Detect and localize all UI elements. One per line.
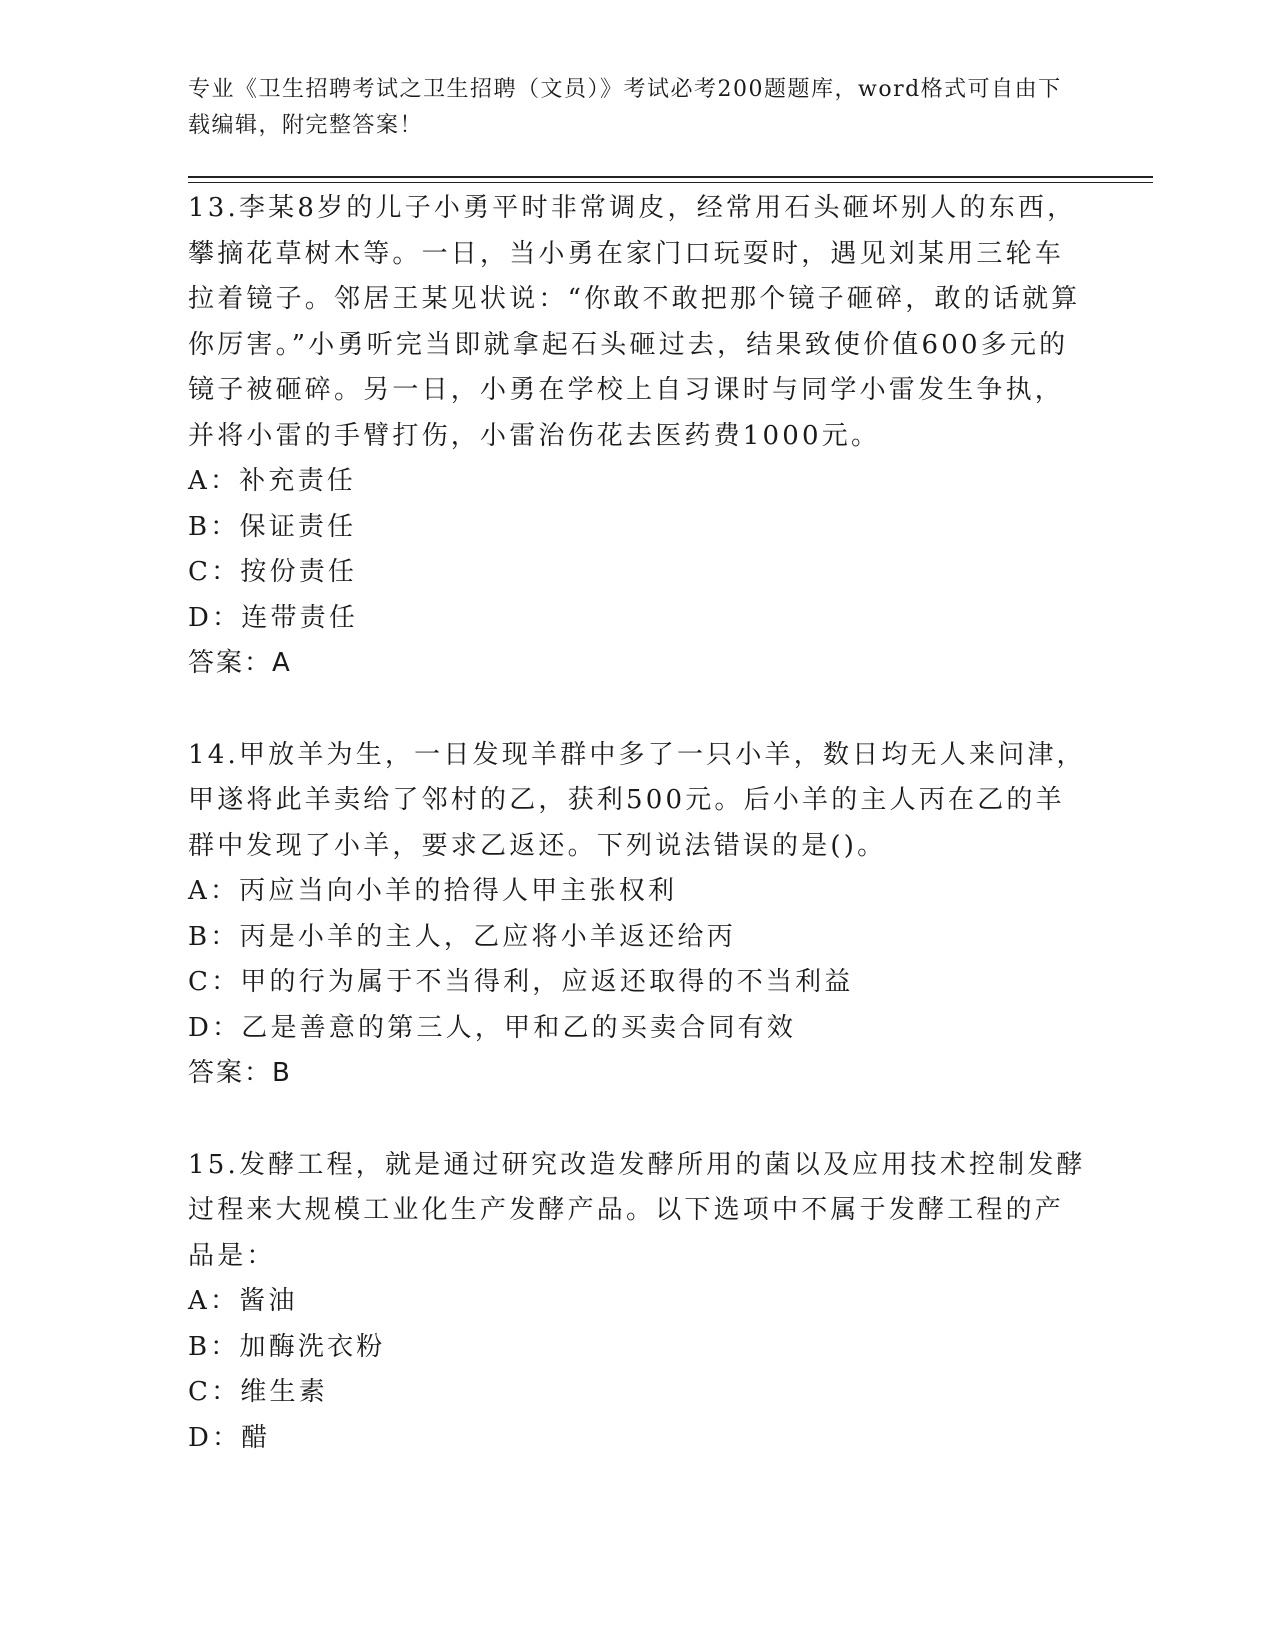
option-a: A：酱油	[188, 1286, 298, 1316]
option-b: B：丙是小羊的主人，乙应将小羊返还给丙	[188, 921, 736, 952]
option-d: D：连带责任	[188, 602, 359, 633]
question-list	[188, 186, 1088, 1461]
question-stem: 15.发酵工程，就是通过研究改造发酵所用的菌以及应用技术控制发酵过程来大规模工业化生产发酵产品。以下选项中不属于发酵工程的产品是：	[188, 1149, 1086, 1271]
question-stem: 13.李某8岁的儿子小勇平时非常调皮，经常用石头砸坏别人的东西，攀摘花草树木等。一日，当小勇在家门口玩耍时，遇见刘某用三轮车拉着镜子。邻居王某见状说：“你敢不敢把那个镜子砸碎，敢的话就算你厉害。”小勇听完当即就拿起石头砸过去，结果致使价值600多元的镜子被砸碎。另一日，小勇在学校上自习课时与同学小雷发生争执，并将小雷的手臂打伤，小雷治伤花去医药费1000元。	[188, 193, 1081, 451]
option-a: A：补充责任	[188, 466, 356, 496]
option-d: D：乙是善意的第三人，甲和乙的买卖合同有效	[188, 1012, 797, 1043]
option-a: A：丙应当向小羊的拾得人甲主张权利	[188, 876, 678, 906]
option-c: C：按份责任	[188, 557, 358, 587]
header-divider-thick	[188, 176, 1153, 178]
answer-line: 答案：A	[188, 648, 292, 678]
option-b: B：加酶洗衣粉	[188, 1331, 386, 1362]
option-d: D：醋	[188, 1422, 271, 1453]
question-14	[188, 733, 1088, 1097]
header-divider-thin	[188, 182, 1153, 183]
question-13	[188, 186, 1088, 687]
option-c: C：甲的行为属于不当得利，应返还取得的不当利益	[188, 967, 854, 997]
answer-line: 答案：B	[188, 1058, 292, 1088]
question-stem: 14.甲放羊为生，一日发现羊群中多了一只小羊，数日均无人来问津，甲遂将此羊卖给了邻村的乙，获利500元。后小羊的主人丙在乙的羊群中发现了小羊，要求乙返还。下列说法错误的是()。	[188, 739, 1086, 861]
option-b: B：保证责任	[188, 511, 357, 542]
question-15	[188, 1143, 1088, 1462]
option-c: C：维生素	[188, 1377, 328, 1407]
document-header: 专业《卫生招聘考试之卫生招聘（文员）》考试必考200题题库，word格式可自由下载编辑，附完整答案！	[188, 77, 1062, 138]
